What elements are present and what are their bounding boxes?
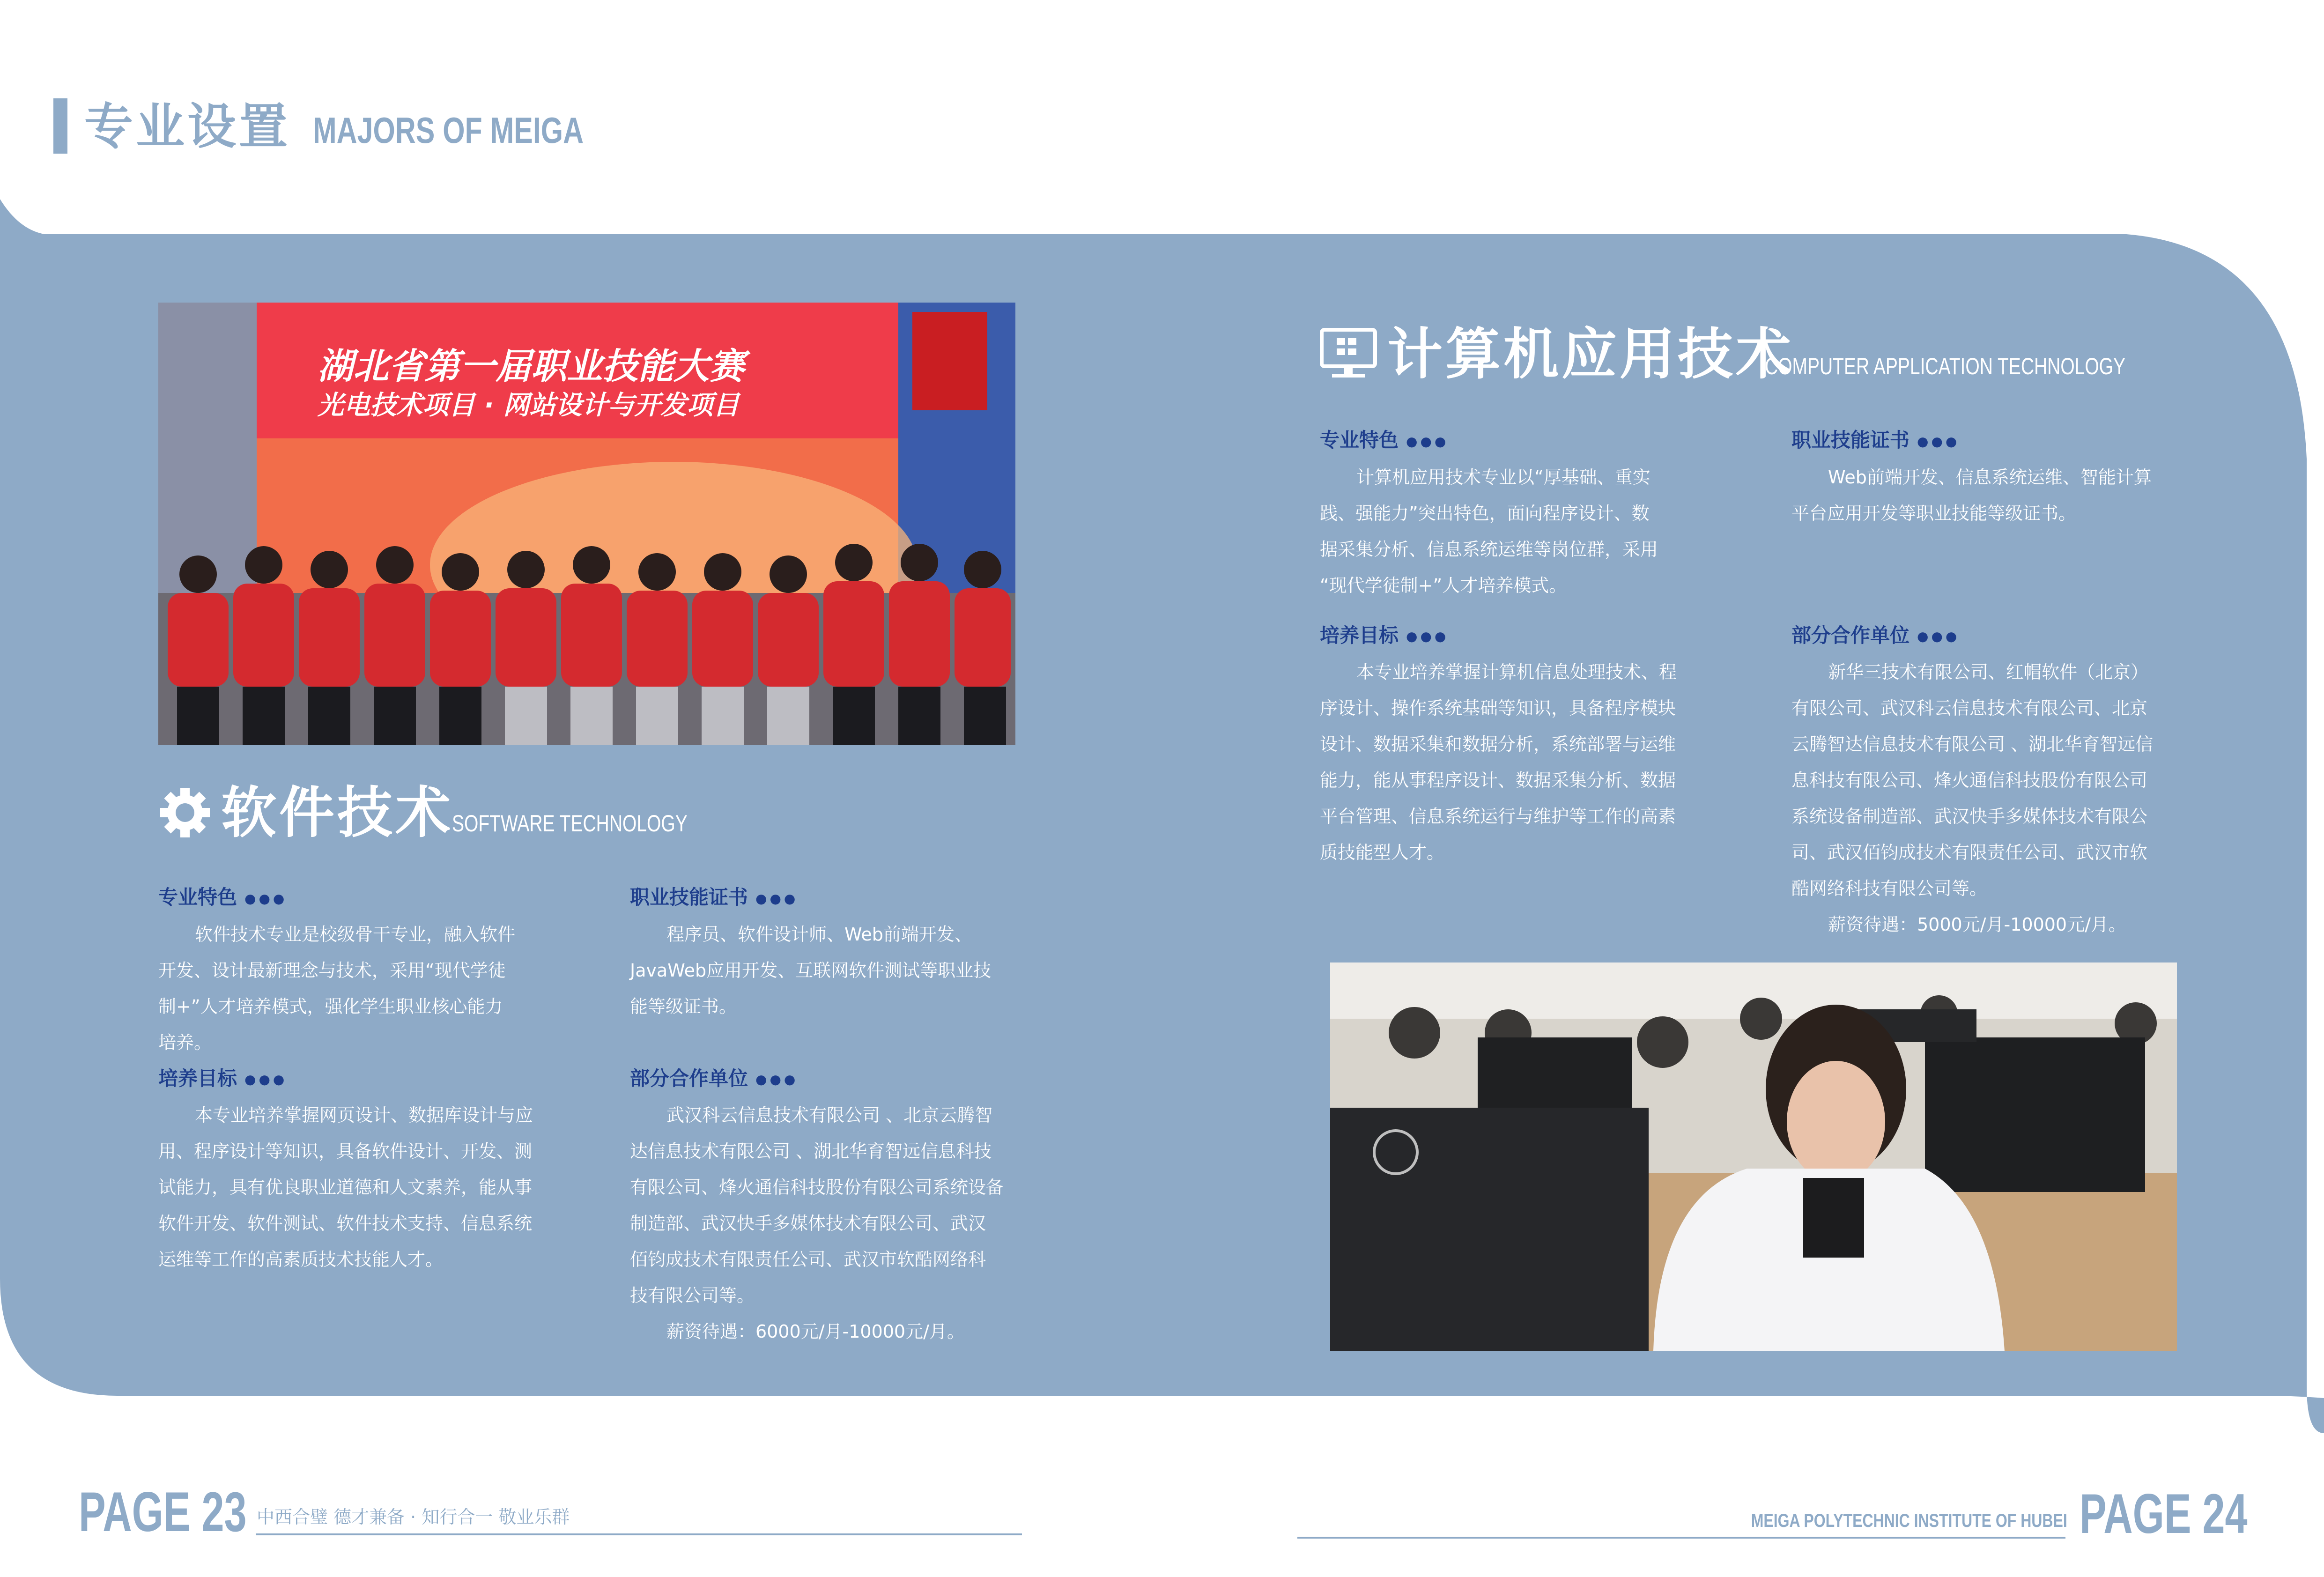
contest-banner-subtitle: 光电技术项目 · 网站设计与开发项目 [318,390,740,421]
software-title: 软件技术 [221,780,454,845]
computer-features-heading: 专业特色 ●●● [1320,429,1449,452]
right-footer-rule [1297,1537,2065,1539]
software-cert-text: 程序员、软件设计师、Web前端开发、 JavaWeb应用开发、互联网软件测试等职业技 能等级证书。 [630,924,992,1017]
software-partners-heading: 部分合作单位 ●●● [630,1066,799,1090]
page-title-en: MAJORS OF MEIGA [313,110,584,151]
software-salary: 薪资待遇：6000元/月-10000元/月。 [666,1321,965,1342]
computer-partners-heading: 部分合作单位 ●●● [1791,623,1960,647]
left-footer-rule [256,1533,1022,1535]
right-page-number: PAGE 24 [2080,1482,2248,1545]
computer-title: 计算机应用技术 [1387,322,1794,386]
left-page-number: PAGE 23 [79,1481,247,1543]
computer-title-en: COMPUTER APPLICATION TECHNOLOGY [1765,353,2126,379]
computer-cert-heading: 职业技能证书 ●●● [1791,429,1960,452]
computer-lab-photo [1330,962,2177,1351]
software-right-column [630,884,1019,1350]
computer-cert-text: Web前端开发、信息系统运维、智能计算 平台应用开发等职业技能等级证书。 [1791,466,2152,524]
software-left-column [158,884,542,1278]
computer-goal-heading: 培养目标 ●●● [1320,623,1449,647]
software-partners-text: 武汉科云信息技术有限公司 、北京云腾智 达信息技术有限公司 、湖北华育智远信息科技 有限公司、烽火通信科技股份有限公司系统设备 制造部、武汉快手多媒体技术有限公司、武汉 佰钧成技术有限责任公司、武汉市软酷网络科 技有限公司等。 薪资待遇：6000元/月-10000元/月。 [630,1097,1019,1350]
software-title-en: SOFTWARE TECHNOLOGY [452,810,688,837]
computer-partners-text: 新华三技术有限公司、红帽软件（北京） 有限公司、武汉科云信息技术有限公司、北京 云腾智达信息技术有限公司 、湖北华育智远信 息科技有限公司、烽火通信科技股份有限公司 系统设备制造部、武汉快手多媒体技术有限公 司、武汉佰钧成技术有限责任公司、武汉市软 酷网络科技有限公司等。 薪资待遇：5000元/月-10000元/月。 [1791,654,2180,943]
gear-icon [159,787,211,838]
software-features-text: 软件技术专业是校级骨干专业，融入软件 开发、设计最新理念与技术，采用“现代学徒 制+”人才培养模式，强化学生职业核心能力 培养。 [158,924,516,1053]
monitor-icon [1320,328,1377,380]
computer-left-column [1320,427,1704,871]
right-footer-school: MEIGA POLYTECHNIC INSTITUTE OF HUBEI [1751,1510,2067,1531]
header-accent-bar [53,98,67,154]
software-goal-heading: 培养目标 ●●● [158,1066,288,1090]
left-footer-motto: 中西合璧 德才兼备 · 知行合一 敬业乐群 [257,1507,570,1527]
page-title: 专业设置 [84,98,291,155]
software-cert-heading: 职业技能证书 ●●● [630,886,799,909]
computer-salary: 薪资待遇：5000元/月-10000元/月。 [1828,914,2126,935]
computer-features-text: 计算机应用技术专业以“厚基础、重实 践、强能力”突出特色，面向程序设计、数 据采集分析、信息系统运维等岗位群，采用 “现代学徒制+”人才培养模式。 [1320,466,1658,596]
software-features-heading: 专业特色 ●●● [158,886,288,909]
computer-right-column [1791,427,2180,943]
contest-banner-title: 湖北省第一届职业技能大赛 [318,345,745,387]
software-goal-text: 本专业培养掌握网页设计、数据库设计与应 用、程序设计等知识，具备软件设计、开发、测 试能力，具有优良职业道德和人文素养，能从事 软件开发、软件测试、软件技术支持、信息系统 运维等工作的高素质技术技能人才。 [158,1105,533,1270]
contest-photo [158,303,1015,745]
computer-goal-text: 本专业培养掌握计算机信息处理技术、程 序设计、操作系统基础等知识，具备程序模块 设计、数据采集和数据分析，系统部署与运维 能力，能从事程序设计、数据采集分析、数据 平台管理、信息系统运行与维护等工作的高素 质技能型人才。 [1320,662,1677,863]
